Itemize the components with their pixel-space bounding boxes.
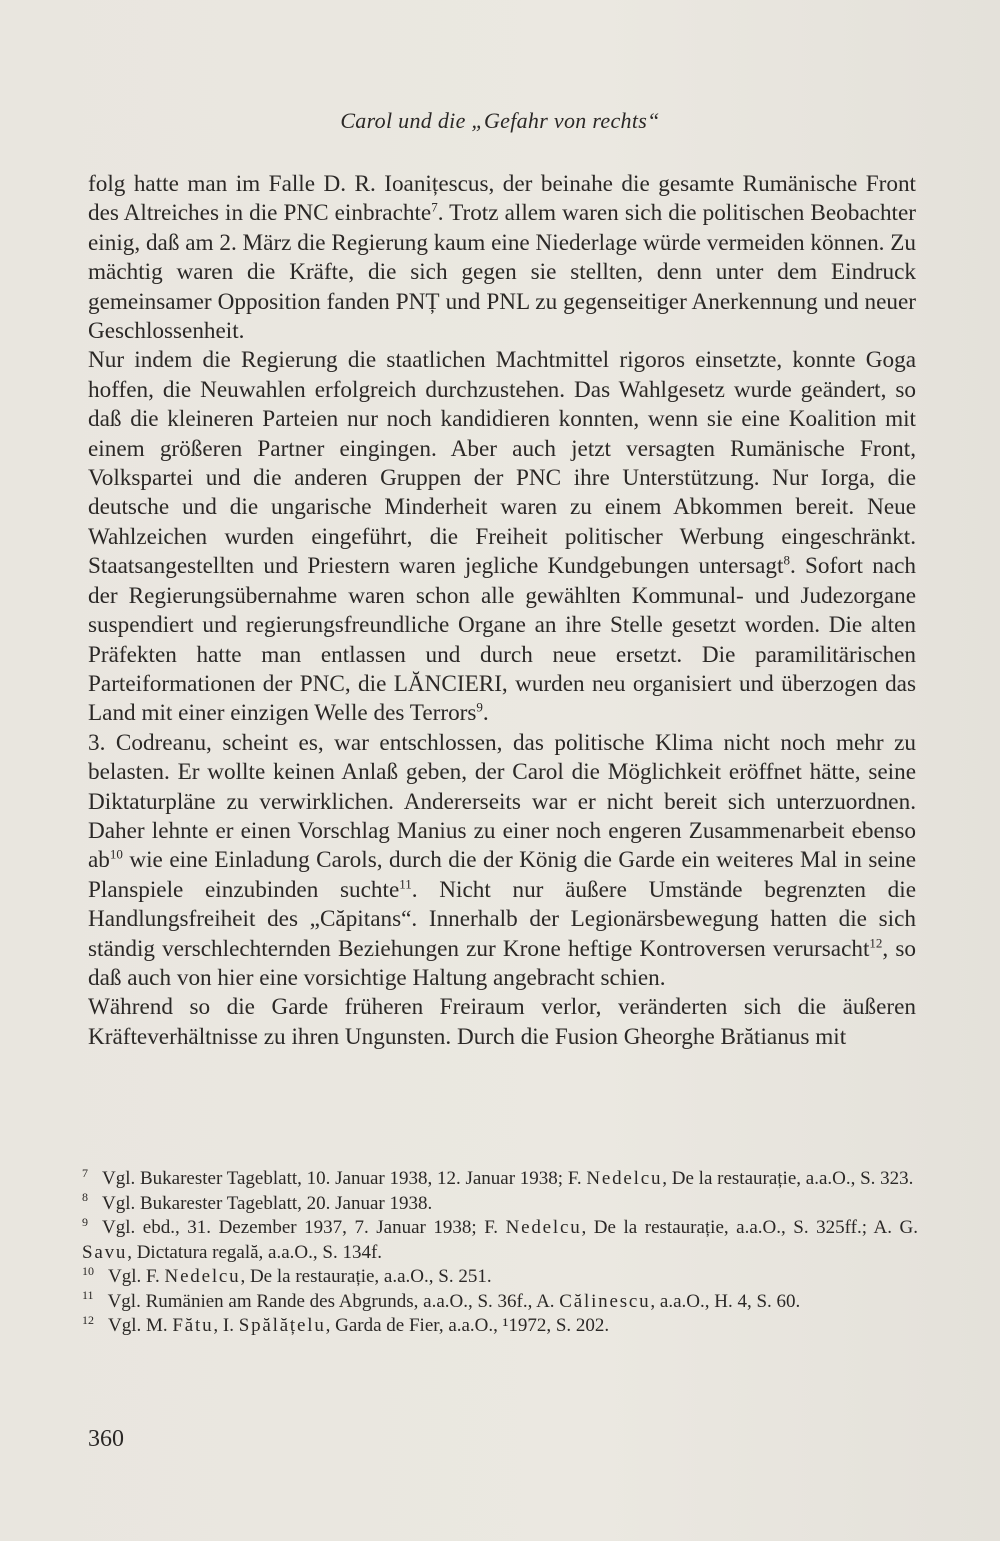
footnote-ref[interactable]: 9: [476, 699, 483, 715]
footnote-number: 11: [82, 1288, 94, 1303]
footnote-ref[interactable]: 7: [431, 199, 438, 215]
paragraph: [88, 729, 916, 994]
paragraph-text: Während so die Garde früheren Freiraum verlor, veränderten sich die äußeren Kräfteverhältnisse zu ihren Ungunsten. Durch die Fusion Gheorghe Brătianus mit: [88, 994, 916, 1050]
footnotes: [82, 1167, 918, 1339]
footnote-text: , De la restaurație, a.a.O., S. 323.: [662, 1168, 914, 1189]
footnote: [82, 1192, 918, 1217]
footnote-number: 9: [82, 1214, 88, 1229]
body-text: [88, 170, 916, 1052]
footnote-text: Vgl. ebd., 31. Dezember 1937, 7. Januar 1938; F.: [102, 1217, 506, 1238]
author-name: Nedelcu: [164, 1266, 241, 1287]
footnote-text: Vgl. F.: [108, 1266, 165, 1287]
paragraph: [88, 993, 916, 1052]
footnote-ref[interactable]: 10: [109, 846, 123, 862]
footnote-text: , Dictatura regală, a.a.O., S. 134f.: [127, 1241, 383, 1263]
footnote: [82, 1216, 918, 1265]
footnote-text: , a.a.O., H. 4, S. 60.: [650, 1290, 801, 1312]
footnote-text: Vgl. M.: [108, 1315, 173, 1336]
footnote-text: Vgl. Rumänien am Rande des Abgrunds, a.a.O., S. 36f., A.: [107, 1290, 560, 1312]
footnote-text: , De la restaurație, a.a.O., S. 251.: [240, 1266, 492, 1287]
footnote: [82, 1290, 918, 1315]
paragraph-text: folg hatte man im Falle D. R. Ioanițescus, der beinahe die gesamte Rumänische Front des Altreiches in die PNC einbrachte: [88, 171, 916, 227]
paragraph: [88, 170, 916, 346]
footnote: [82, 1314, 918, 1339]
author-name: Spălățelu: [238, 1315, 326, 1336]
running-head: Carol und die „Gefahr von rechts“: [340, 108, 660, 133]
footnote-text: , Garda de Fier, a.a.O., ¹1972, S. 202.: [325, 1315, 610, 1336]
paragraph-text: . Sofort nach der Regierungsübernahme waren schon alle gewählten Kommunal- und Judezorgane suspendiert und regierungsfreundliche Organe an ihre Stelle gesetzt worden. Die alten Präfekten hatte man entlassen und durch neue ersetzt. Die paramilitärischen Parteiformationen der PNC, die LĂNCIERI, wurden neu organisiert und überzogen das Land mit einer einzigen Welle des Terrors: [88, 553, 916, 727]
footnote-ref[interactable]: 8: [783, 552, 790, 568]
author-name: Nedelcu: [586, 1168, 663, 1189]
paragraph: [88, 346, 916, 728]
paragraph-text: wie eine Einladung Carols, durch die der König die Garde ein weiteres Mal in seine Planspiele einzubinden suchte: [88, 847, 916, 903]
paragraph-text: .: [482, 700, 489, 727]
footnote-text: Vgl. Bukarester Tageblatt, 10. Januar 1938, 12. Januar 1938; F.: [102, 1168, 587, 1189]
author-name: Savu: [82, 1241, 128, 1263]
footnote-number: 12: [82, 1312, 94, 1327]
footnote-text: , I.: [213, 1315, 239, 1336]
footnote-ref[interactable]: 12: [869, 934, 883, 950]
author-name: Călinescu: [559, 1290, 651, 1312]
footnote-text: , De la restaurație, a.a.O., S. 325ff.; A. G.: [581, 1217, 919, 1238]
paragraph-text: . Nicht nur äußere Umstände begrenzten die Handlungsfreiheit des „Căpitans“. Innerhalb der Legionärsbewegung hatten die sich ständig verschlechternden Beziehungen zur Krone heftige Kontroversen verursacht: [88, 876, 917, 962]
footnote-text: Vgl. Bukarester Tageblatt, 20. Januar 1938.: [102, 1192, 433, 1214]
footnote-number: 10: [82, 1263, 94, 1278]
footnote-number: 7: [82, 1165, 88, 1180]
page-number: 360: [88, 1426, 124, 1452]
author-name: Fătu: [172, 1315, 214, 1336]
footnote: [82, 1167, 918, 1192]
footnote: [82, 1265, 918, 1290]
paragraph-text: , so daß auch von hier eine vorsichtige Haltung angebracht schien.: [88, 935, 916, 991]
footnote-number: 8: [82, 1190, 88, 1205]
paragraph-text: Nur indem die Regierung die staatlichen Machtmittel rigoros einsetzte, konnte Goga hoffen, die Neuwahlen erfolgreich durchzustehen. Das Wahlgesetz wurde geändert, so daß die kleineren Parteien nur noch kandidieren konnten, wenn sie eine Koalition mit einem größeren Partner eingingen. Aber auch jetzt versagten Rumänische Front, Volkspartei und die anderen Gruppen der PNC ihre Unterstützung. Nur Iorga, die deutsche und die ungarische Minderheit waren zu einem Abkommen bereit. Neue Wahlzeichen wurden eingeführt, die Freiheit politischer Werbung eingeschränkt. Staatsangestellten und Priestern waren jegliche Kundgebungen untersagt: [88, 347, 916, 580]
footnote-ref[interactable]: 11: [399, 876, 412, 892]
author-name: Nedelcu: [505, 1217, 582, 1238]
paragraph-text: . Trotz allem waren sich die politischen Beobachter einig, daß am 2. März die Regierung kaum eine Niederlage würde vermeiden können. Zu mächtig waren die Kräfte, die sich gegen sie stellten, denn unter dem Eindruck gemeinsamer Opposition fanden PNȚ und PNL zu gegenseitiger Anerkennung und neuer Geschlossenheit.: [88, 200, 917, 345]
paragraph-text: 3. Codreanu, scheint es, war entschlossen, das politische Klima nicht noch mehr zu belasten. Er wollte keinen Anlaß geben, der Carol die Möglichkeit eröffnet hätte, seine Diktaturpläne zu verwirklichen. Andererseits war er nicht bereit sich unterzuordnen. Daher lehnte er einen Vorschlag Manius zu einer noch engeren Zusammenarbeit ebenso ab: [88, 729, 916, 874]
